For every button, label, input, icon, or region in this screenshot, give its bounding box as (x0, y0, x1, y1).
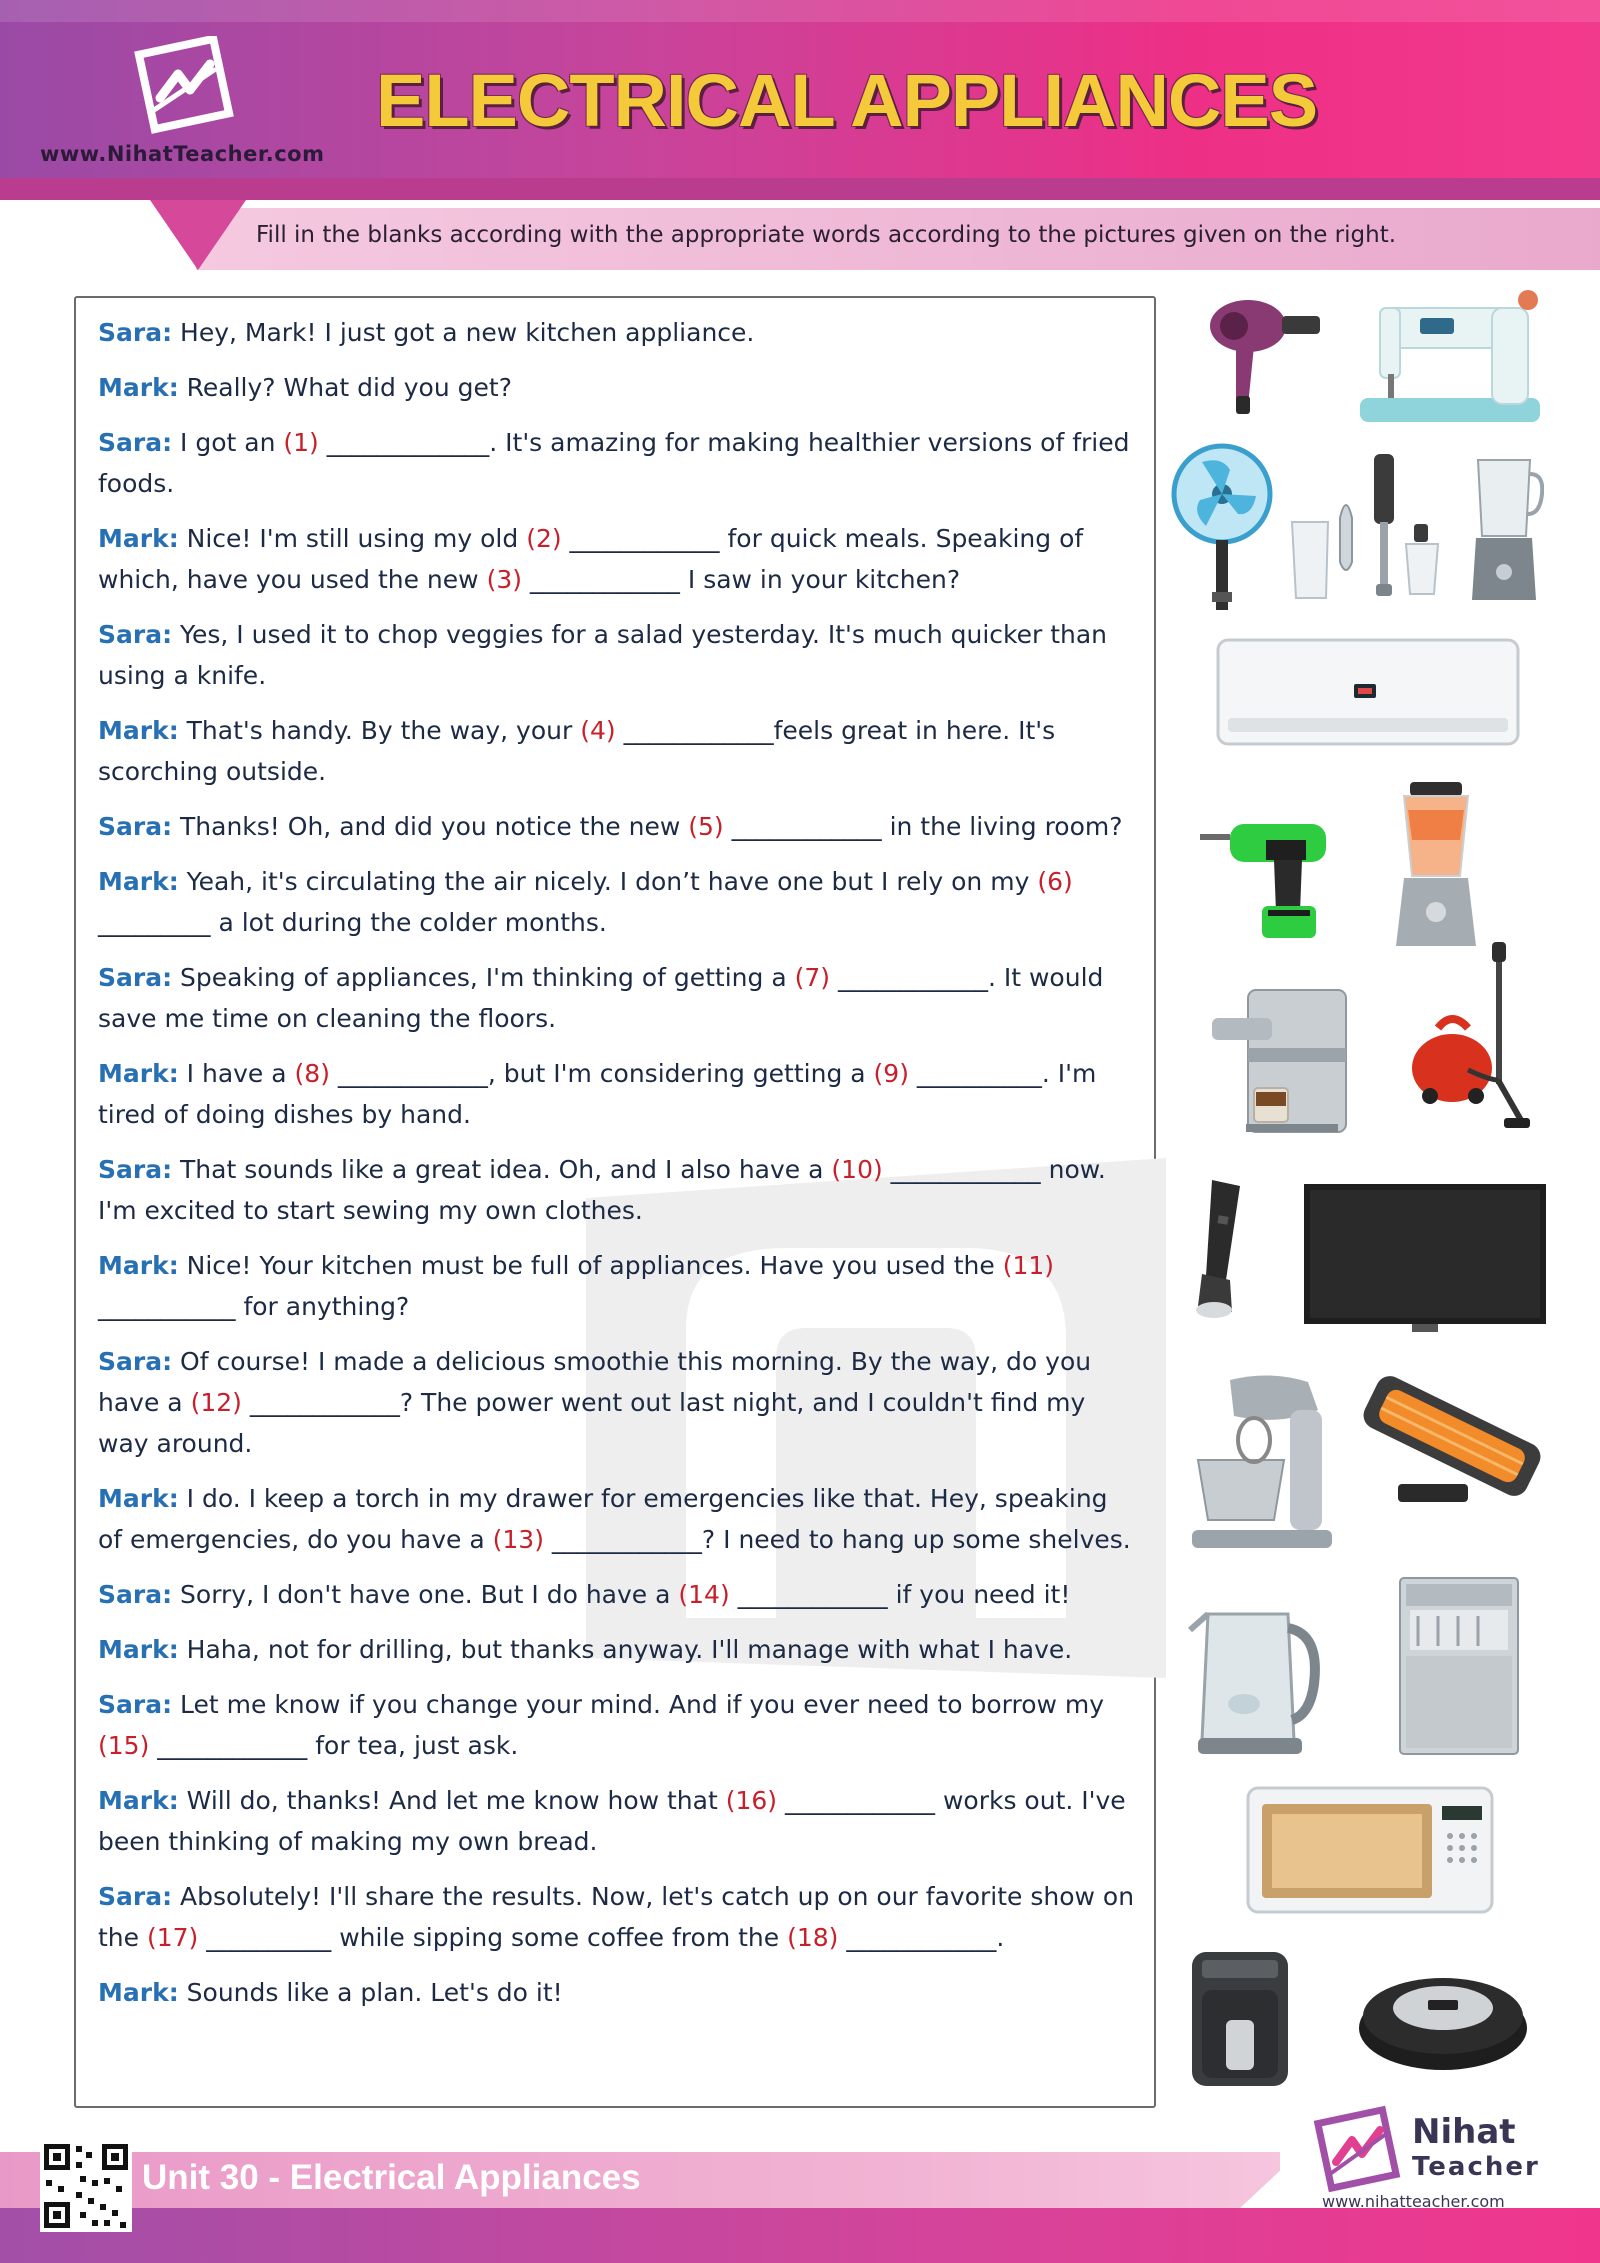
dialogue-line (98, 710, 1138, 792)
dishwasher-icon (1398, 1576, 1520, 1758)
dialogue-text: ____________? I need to hang up some shelves. (543, 1525, 1131, 1554)
hand-blender-set-icon (1282, 452, 1462, 602)
dialogue-text: I have a (178, 1059, 295, 1088)
dialogue-line (98, 422, 1138, 504)
dialogue-line (98, 861, 1138, 943)
dialogue-text: ____________? The power went out last night, and I couldn't find my way around. (98, 1388, 1086, 1458)
header-band (0, 178, 1600, 200)
dialogue-text: ____________feels great in here. It's scorching outside. (98, 716, 1056, 786)
dialogue-text: _________ a lot during the colder months. (98, 908, 607, 937)
speaker-name: Sara: (98, 428, 173, 457)
blender-icon (1470, 454, 1544, 604)
dialogue-line (98, 1053, 1138, 1135)
speaker-name: Mark: (98, 1978, 179, 2007)
dialogue-line (98, 518, 1138, 600)
blank-number: (14) (678, 1580, 730, 1609)
speaker-name: Mark: (98, 1251, 179, 1280)
dialogue-line (98, 1341, 1138, 1464)
nihat-teacher-brand-icon (1312, 2104, 1404, 2196)
blank-number: (16) (725, 1786, 778, 1815)
blank-number: (10) (831, 1155, 883, 1184)
dialogue-text: Let me know if you change your mind. And if you ever need to borrow my (172, 1690, 1105, 1719)
dialogue-text: Thanks! Oh, and did you notice the new (172, 812, 689, 841)
speaker-name: Mark: (98, 867, 179, 896)
dialogue-text: That sounds like a great idea. Oh, and I also have a (172, 1155, 832, 1184)
blank-number: (17) (146, 1923, 199, 1952)
dialogue-text: Hey, Mark! I just got a new kitchen appliance. (172, 318, 755, 347)
dialogue-text: Yes, I used it to chop veggies for a salad yesterday. It's much quicker than using a knife. (98, 620, 1108, 690)
dialogue-text: That's handy. By the way, your (178, 716, 581, 745)
dialogue-line (98, 367, 1138, 408)
blank-number: (8) (294, 1059, 330, 1088)
blank-number: (18) (787, 1923, 839, 1952)
brand-name: Nihat (1412, 2112, 1516, 2152)
dialogue-text: I got an (172, 428, 284, 457)
coffee-machine-icon (1208, 988, 1354, 1136)
speaker-name: Mark: (98, 524, 179, 553)
dialogue-line (98, 1629, 1138, 1670)
dialogue-text: _____________. It's amazing for making healthier versions of fried foods. (98, 428, 1130, 498)
dialogue-text: ____________ in the living room? (723, 812, 1123, 841)
speaker-name: Sara: (98, 1580, 173, 1609)
dialogue-text: ___________ for anything? (98, 1292, 410, 1321)
flashlight-icon (1192, 1176, 1252, 1326)
dialogue (98, 312, 1138, 2027)
dialogue-text: Will do, thanks! And let me know how that (178, 1786, 726, 1815)
speaker-name: Sara: (98, 1155, 173, 1184)
blank-number: (5) (688, 812, 724, 841)
dialogue-text: Haha, not for drilling, but thanks anyway. I'll manage with what I have. (178, 1635, 1073, 1664)
page-title: ELECTRICAL APPLIANCES (376, 59, 1318, 142)
sewing-machine-icon (1350, 278, 1550, 430)
speaker-name: Sara: (98, 318, 173, 347)
footer-notch (1240, 2152, 1300, 2208)
stand-mixer-icon (1190, 1370, 1336, 1552)
blank-number: (15) (98, 1731, 150, 1760)
blank-number: (3) (486, 565, 522, 594)
dialogue-line (98, 1245, 1138, 1327)
blank-number: (2) (526, 524, 562, 553)
brand-url[interactable]: www.nihatteacher.com (1322, 2192, 1505, 2211)
dialogue-text: Yeah, it's circulating the air nicely. I don’t have one but I rely on my (178, 867, 1038, 896)
electric-heater-icon (1354, 1366, 1550, 1520)
dialogue-line (98, 1478, 1138, 1560)
dialogue-text: Nice! Your kitchen must be full of appliances. Have you used the (178, 1251, 1003, 1280)
electric-kettle-icon (1184, 1604, 1326, 1760)
speaker-name: Mark: (98, 1635, 179, 1664)
dialogue-text: Speaking of appliances, I'm thinking of getting a (172, 963, 795, 992)
dialogue-text: Really? What did you get? (178, 373, 512, 402)
blank-number: (4) (580, 716, 616, 745)
dialogue-text: ____________. It would save me time on cleaning the floors. (98, 963, 1104, 1033)
dialogue-line (98, 1149, 1138, 1231)
dialogue-text: Sounds like a plan. Let's do it! (178, 1978, 563, 2007)
vacuum-cleaner-icon (1408, 940, 1532, 1132)
qr-code-icon[interactable] (40, 2140, 132, 2232)
dialogue-text: Absolutely! I'll share the results. Now, let's catch up on our favorite show on the (98, 1882, 1135, 1952)
dialogue-panel (74, 296, 1156, 2108)
header (0, 0, 1600, 200)
air-conditioner-icon (1214, 636, 1522, 752)
dialogue-line (98, 1780, 1138, 1862)
dialogue-line (98, 1684, 1138, 1766)
dialogue-text: ____________ if you need it! (729, 1580, 1071, 1609)
speaker-name: Mark: (98, 373, 179, 402)
cordless-drill-icon (1196, 810, 1346, 942)
blank-number: (13) (492, 1525, 544, 1554)
blank-number: (7) (794, 963, 831, 992)
dialogue-text: ____________ I saw in your kitchen? (521, 565, 961, 594)
speaker-name: Mark: (98, 1484, 179, 1513)
header-stripe (0, 0, 1600, 22)
television-icon (1302, 1182, 1548, 1334)
dialogue-text: ____________ works out. I've been thinking of making my own bread. (98, 1786, 1126, 1856)
speaker-name: Sara: (98, 1882, 173, 1911)
dialogue-line (98, 957, 1138, 1039)
dialogue-line (98, 1876, 1138, 1958)
speaker-name: Sara: (98, 963, 173, 992)
dialogue-text: __________ while sipping some coffee from the (198, 1923, 788, 1952)
speaker-name: Sara: (98, 812, 173, 841)
dialogue-text: Nice! I'm still using my old (178, 524, 527, 553)
dialogue-text: ____________. (838, 1923, 1005, 1952)
unit-label: Unit 30 - Electrical Appliances (142, 2158, 641, 2197)
speaker-name: Mark: (98, 1059, 179, 1088)
speaker-name: Mark: (98, 1786, 179, 1815)
blank-number: (12) (190, 1388, 242, 1417)
hair-dryer-icon (1196, 288, 1326, 418)
instruction-notch (150, 200, 246, 270)
dialogue-line (98, 312, 1138, 353)
blank-number: (9) (873, 1059, 909, 1088)
dialogue-text: ____________ now. I'm excited to start sewing my own clothes. (98, 1155, 1106, 1225)
blank-number: (1) (283, 428, 319, 457)
dialogue-text: Of course! I made a delicious smoothie this morning. By the way, do you have a (98, 1347, 1092, 1417)
microwave-oven-icon (1246, 1786, 1494, 1916)
dialogue-line (98, 614, 1138, 696)
robot-vacuum-icon (1356, 1958, 1530, 2074)
nihat-teacher-logo-icon (132, 36, 236, 136)
electric-fan-icon (1168, 440, 1278, 630)
dialogue-text: Sorry, I don't have one. But I do have a (172, 1580, 679, 1609)
dialogue-line (98, 1574, 1138, 1615)
speaker-name: Sara: (98, 620, 173, 649)
speaker-name: Mark: (98, 716, 179, 745)
blank-number: (6) (1037, 867, 1073, 896)
blank-number: (11) (1002, 1251, 1055, 1280)
footer-bottom-band (0, 2208, 1600, 2263)
speaker-name: Sara: (98, 1347, 173, 1376)
dialogue-text: I do. I keep a torch in my drawer for emergencies like that. Hey, speaking of emergencies, do you have a (98, 1484, 1108, 1554)
dialogue-line (98, 806, 1138, 847)
dialogue-text: ____________ for tea, just ask. (149, 1731, 519, 1760)
speaker-name: Sara: (98, 1690, 173, 1719)
dialogue-text: ____________, but I'm considering getting a (329, 1059, 874, 1088)
air-fryer-icon (1188, 1950, 1292, 2090)
smoothie-blender-icon (1390, 780, 1482, 950)
dialogue-text: ____________ for quick meals. Speaking of which, have you used the new (98, 524, 1084, 594)
brand-subname: Teacher (1412, 2152, 1540, 2182)
dialogue-text: __________. I'm tired of doing dishes by hand. (98, 1059, 1097, 1129)
site-url[interactable]: www.NihatTeacher.com (40, 142, 325, 166)
dialogue-line (98, 1972, 1138, 2013)
instruction-text: Fill in the blanks according with the appropriate words according to the pictures given on the right. (256, 222, 1397, 248)
